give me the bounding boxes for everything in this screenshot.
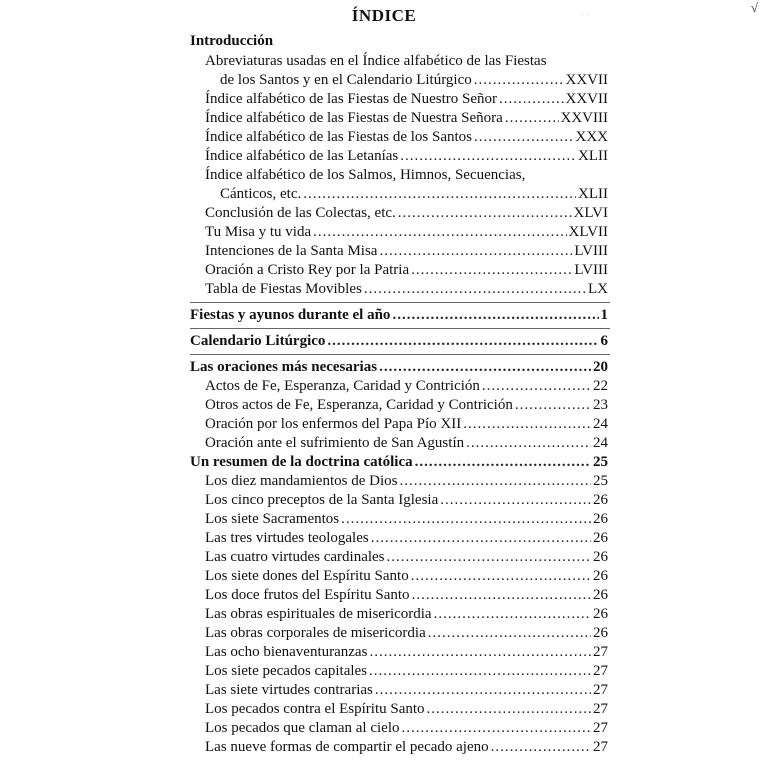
toc-entry: Índice alfabético de las Letanías ..... XLII — [205, 147, 608, 166]
divider — [190, 302, 610, 303]
toc-entry: Tu Misa y tu vida ..... XLVII — [205, 223, 608, 242]
toc-entry: Oración por los enfermos del Papa Pío XII ..... 24 — [205, 415, 608, 434]
divider — [190, 328, 610, 329]
toc-entry: Oración ante el sufrimiento de San Agustín ..... 24 — [205, 434, 608, 453]
corner-mark: √ — [750, 0, 758, 15]
section-heading-resumen: Un resumen de la doctrina católica ..... 25 — [190, 453, 608, 472]
toc-entry: Oración a Cristo Rey por la Patria ..... LVIII — [205, 261, 608, 280]
toc-entry: Intenciones de la Santa Misa ..... LVIII — [205, 242, 608, 261]
toc-entry: Tabla de Fiestas Movibles ..... LX — [205, 280, 608, 299]
toc-entry: Los pecados que claman al cielo ..... 27 — [205, 719, 608, 738]
toc-entry-abreviaturas-line2: de los Santos y en el Calendario Litúrgico ..... XXVII — [220, 71, 608, 90]
section-heading-calendario: Calendario Litúrgico ..... 6 — [190, 332, 608, 351]
toc-entry: Actos de Fe, Esperanza, Caridad y Contrición ..... 22 — [205, 377, 608, 396]
toc-entry: Conclusión de las Colectas, etc. ..... XLVI — [205, 204, 608, 223]
divider — [190, 354, 610, 355]
section-heading-introduccion: Introducción — [190, 33, 274, 49]
toc-entry: Los doce frutos del Espíritu Santo ..... 26 — [205, 586, 608, 605]
toc-entry: Las tres virtudes teologales ..... 26 — [205, 529, 608, 548]
toc-entry: Índice alfabético de las Fiestas de los Santos ..... XXX — [205, 128, 608, 147]
toc-entry: Los diez mandamientos de Dios ..... 25 — [205, 472, 608, 491]
toc-entry: Las nueve formas de compartir el pecado ajeno ..... 27 — [205, 738, 608, 757]
toc-entry: Las obras espirituales de misericordia ..... 26 — [205, 605, 608, 624]
section-heading-oraciones: Las oraciones más necesarias ..... 20 — [190, 358, 608, 377]
toc-entry: Los siete Sacramentos ..... 26 — [205, 510, 608, 529]
toc-entry: Los cinco preceptos de la Santa Iglesia ..... 26 — [205, 491, 608, 510]
toc-entry: Los siete dones del Espíritu Santo ..... 26 — [205, 567, 608, 586]
toc-entry: Las obras corporales de misericordia ..... 26 — [205, 624, 608, 643]
bleed-through-text: . . — [580, 4, 589, 18]
toc-entry-salmos-line1: Índice alfabético de los Salmos, Himnos, Secuencias, — [205, 167, 526, 183]
toc-entry: Los siete pecados capitales ..... 27 — [205, 662, 608, 681]
toc-entry: Otros actos de Fe, Esperanza, Caridad y Contrición ..... 23 — [205, 396, 608, 415]
toc-entry-abreviaturas-line1: Abreviaturas usadas en el Índice alfabético de las Fiestas — [205, 53, 547, 69]
toc-entry: Las cuatro virtudes cardinales ..... 26 — [205, 548, 608, 567]
toc-entry: Índice alfabético de las Fiestas de Nuestro Señor ..... XXVII — [205, 90, 608, 109]
toc-entry: Las ocho bienaventuranzas ..... 27 — [205, 643, 608, 662]
toc-entry: Los pecados contra el Espíritu Santo ..... 27 — [205, 700, 608, 719]
page-title: ÍNDICE — [351, 6, 417, 25]
toc-entry: Las siete virtudes contrarias ..... 27 — [205, 681, 608, 700]
toc-entry: Índice alfabético de las Fiestas de Nuestra Señora ..... XXVIII — [205, 109, 608, 128]
toc-entry-salmos-line2: Cánticos, etc. ..... XLII — [220, 185, 608, 204]
section-heading-fiestas: Fiestas y ayunos durante el año ..... 1 — [190, 306, 608, 325]
